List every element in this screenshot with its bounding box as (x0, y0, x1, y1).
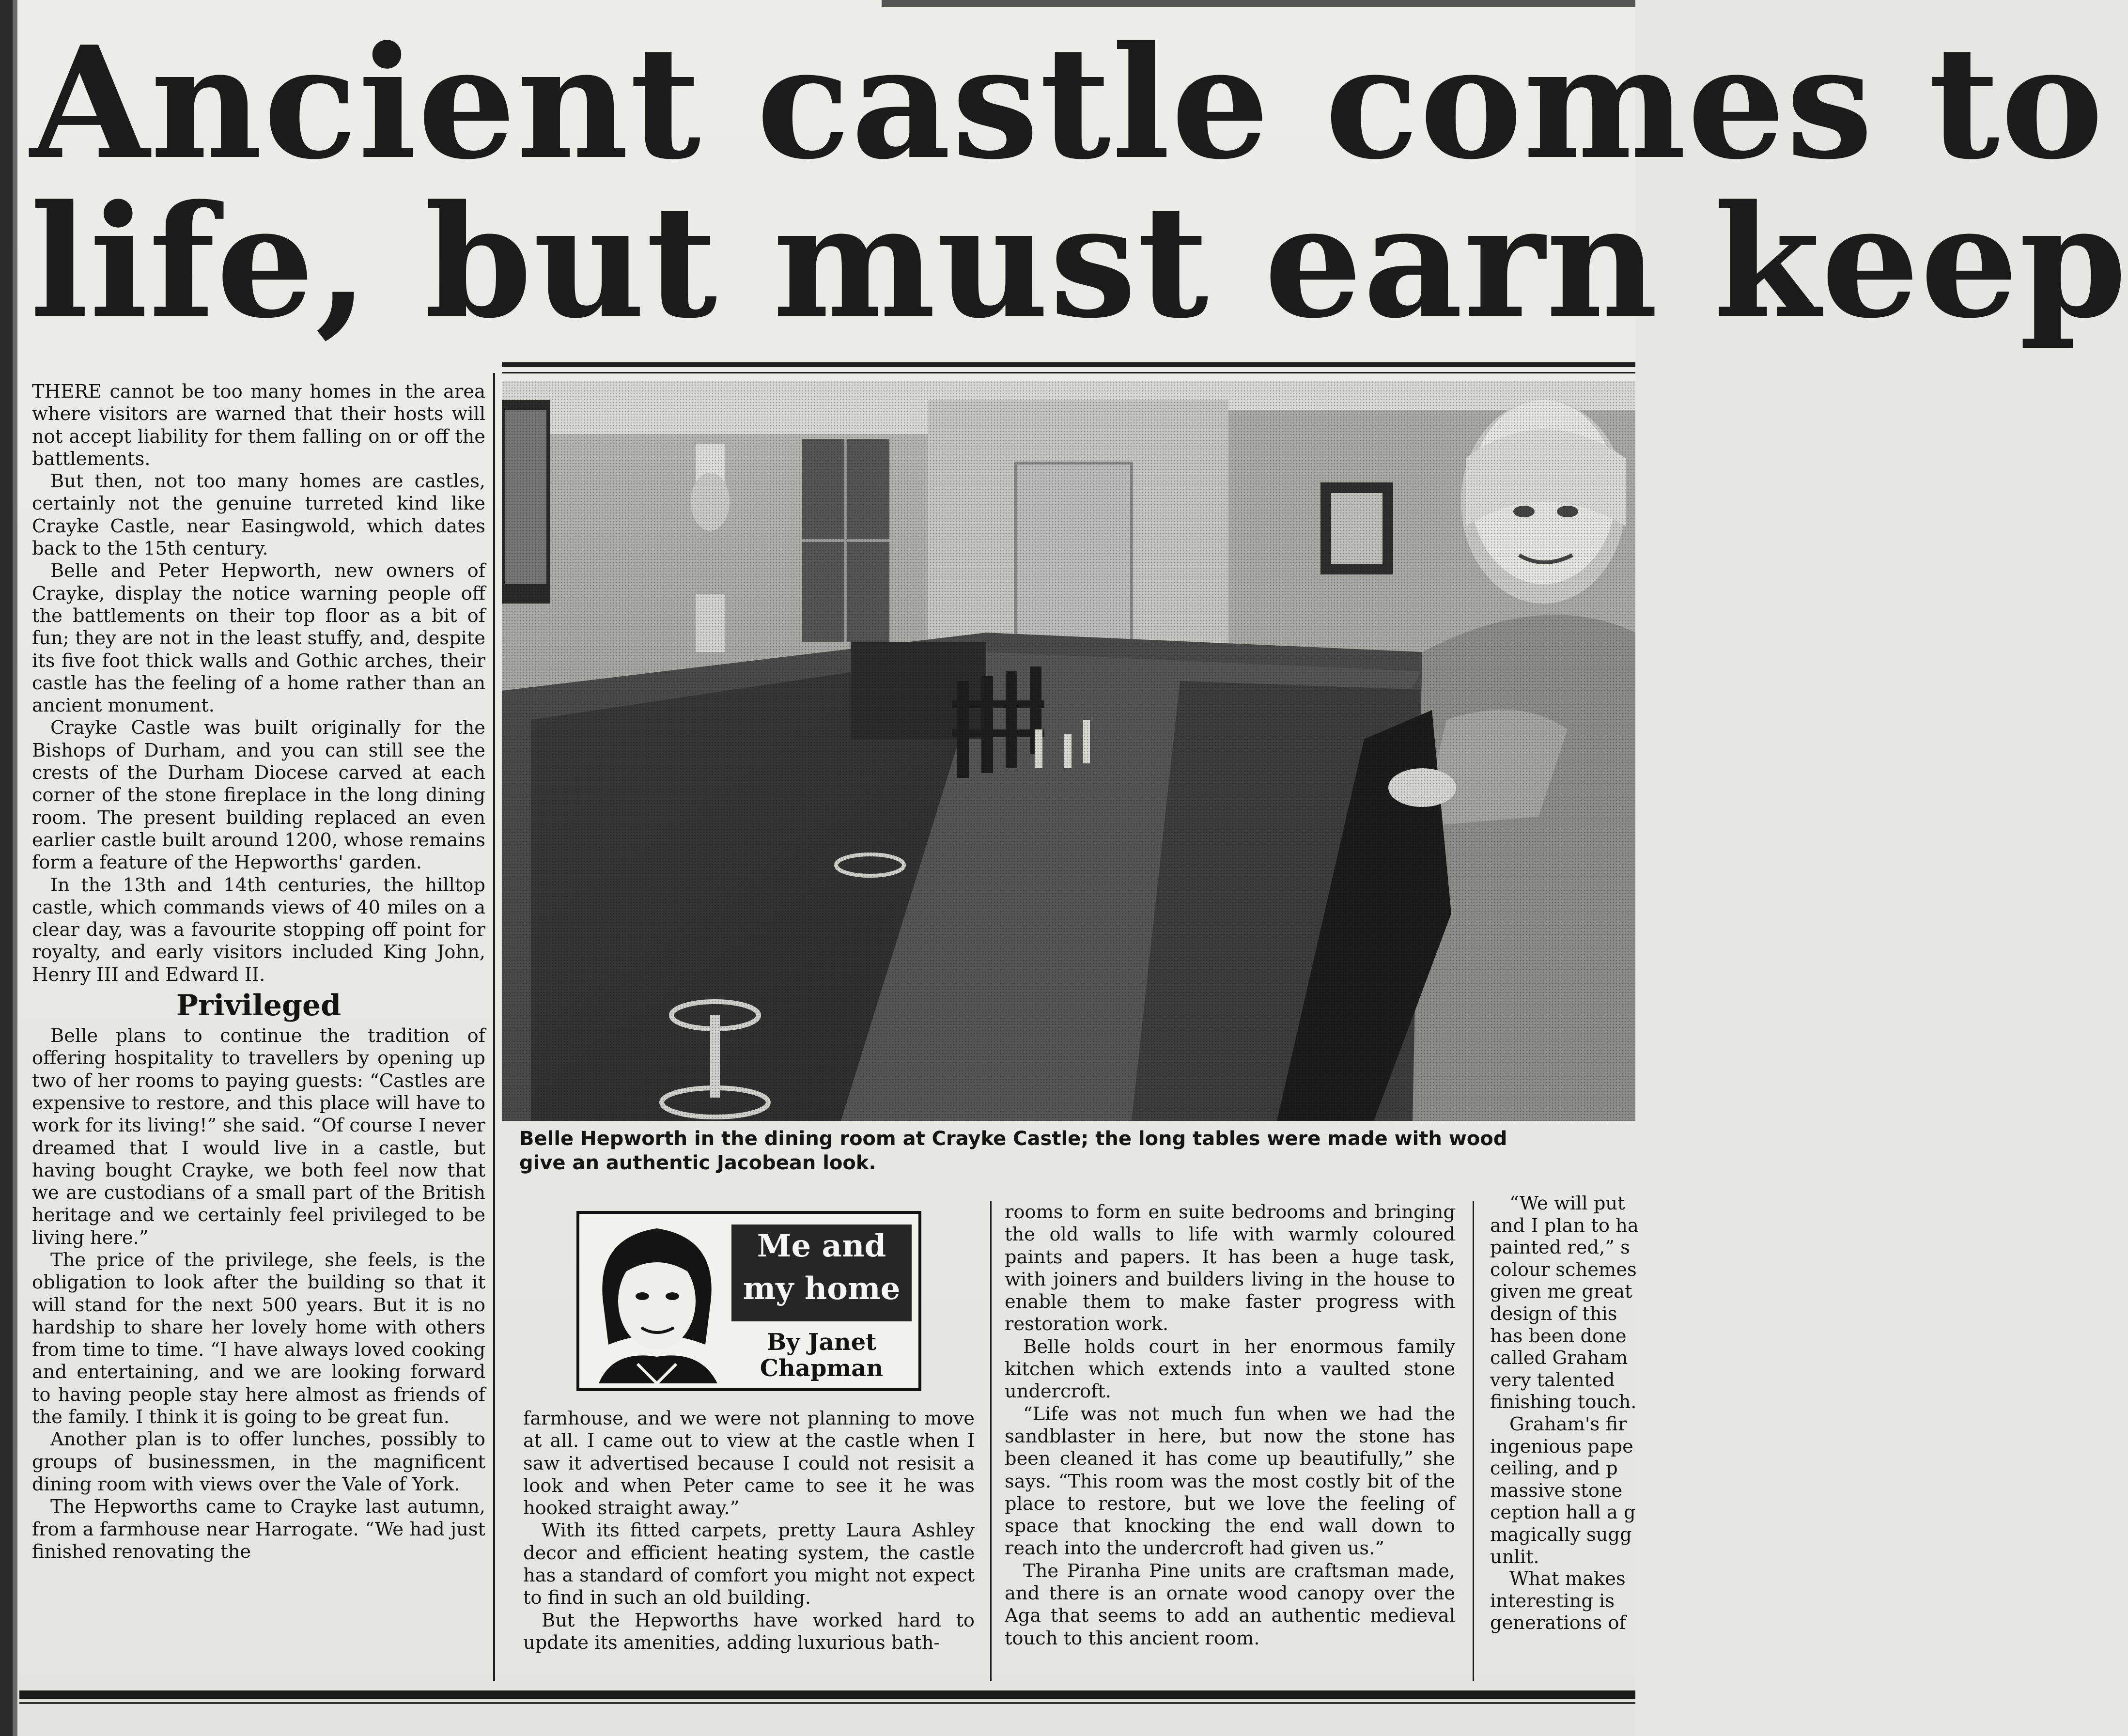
paragraph: With its fitted carpets, pretty Laura Ashley decor and efficient heating system, the castle has a standard of comfort you might not expect to find in such an old building. (523, 1519, 975, 1609)
page-edge-shadow (0, 0, 13, 1736)
line: interesting is (1490, 1590, 1615, 1612)
headline-line-2: life, but must earn keep (30, 171, 2128, 352)
paragraph: In the 13th and 14th centuries, the hilltop castle, which commands views of 40 miles on a clear day, was a favourite stopping off point for royalty, and early visitors included King John, Henry III and Edward II. (32, 874, 485, 986)
paragraph: farmhouse, and we were not planning to move at all. I came out to view at the castle when I saw it advertised because I could not resisit a look and when Peter came to see it he was hooked straight away.” (523, 1408, 975, 1519)
headline-line-1: Ancient castle comes to (30, 12, 2105, 193)
subheading-privileged: Privileged (176, 989, 342, 1023)
me-and-my-home-logo (576, 1211, 921, 1391)
paragraph: Belle plans to continue the tradition of offering hospitality to travellers by opening up two of her rooms to paying guests: “Castles are expensive to restore, and this place will have to work for its living!” she said. “Of course I never dreamed that I would live in a castle, but having bought Crayke, we both feel now that we are custodians of a small part of the British heritage and we certainly feel privileged to be living here.” (32, 1025, 485, 1249)
line: generations of (1490, 1612, 1626, 1634)
line: magically sugg (1490, 1523, 1632, 1546)
column-divider-3 (1473, 1201, 1474, 1681)
line: called Graham (1490, 1347, 1628, 1369)
line: very talented (1490, 1369, 1615, 1391)
byline-line-1: By Janet (766, 1329, 877, 1356)
paragraph: But the Hepworths have worked hard to update its amenities, adding luxurious bath- (523, 1609, 975, 1654)
line: colour schemes (1490, 1258, 1637, 1281)
paragraph: Belle holds court in her enormous family kitchen which extends into a vaulted stone undercroft. (1005, 1335, 1455, 1403)
rule-under-headline-thin (502, 372, 1635, 373)
line: What makes (1509, 1568, 1626, 1590)
author-byline (739, 1329, 904, 1381)
line: given me great (1490, 1281, 1632, 1303)
paragraph: But then, not too many homes are castles, certainly not the genuine turreted kind like Crayke Castle, near Easingwold, which dates back to the 15th century. (32, 470, 485, 560)
paragraph: Another plan is to offer lunches, possibly to groups of businessmen, in the magnificent dining room with views over the Vale of York. (32, 1428, 485, 1495)
photo-caption (519, 1127, 1633, 1175)
article-column-1 (32, 381, 485, 1563)
line: has been done (1490, 1325, 1627, 1347)
column-divider-1 (493, 373, 495, 1681)
paragraph: The Piranha Pine units are craftsman made, and there is an ornate wood canopy over the Aga that seems to add an authentic medieval touch to this ancient room. (1005, 1560, 1455, 1649)
line: “We will put (1509, 1193, 1625, 1214)
photo-caption-line-2: give an authentic Jacobean look. (519, 1152, 876, 1174)
paragraph: The price of the privilege, she feels, is the obligation to look after the building so that it will stand for the next 500 years. But it is no hardship to share her lovely home with others from time to time. “I have always loved cooking and entertaining, and we are looking forward to having people stay here almost as friends of the family. I think it is going to be great fun. (32, 1249, 485, 1428)
line: painted red,” s (1490, 1237, 1630, 1259)
dining-room-photo-art (502, 381, 1635, 1121)
author-portrait-icon (584, 1219, 730, 1383)
line: massive stone (1490, 1479, 1623, 1502)
paragraph: THERE cannot be too many homes in the area where visitors are warned that their hosts will not accept liability for them falling on or off the battlements. (32, 381, 485, 470)
line: Graham's fir (1509, 1413, 1627, 1435)
column-divider-2 (990, 1201, 992, 1681)
paragraph: Belle and Peter Hepworth, new owners of Crayke, display the notice warning people off the battlements on their top floor as a bit of fun; they are not in the least stuffy, and, despite its five foot thick walls and Gothic arches, their castle has the feeling of a home rather than an ancient monument. (32, 560, 485, 717)
paragraph: The Hepworths came to Crayke last autumn, from a farmhouse near Harrogate. “We had just finished renovating the (32, 1496, 485, 1563)
article-column-3 (1005, 1201, 1455, 1650)
line: unlit. (1490, 1546, 1539, 1568)
bottom-rule-thin (19, 1702, 1635, 1704)
logo-title-line-1: Me and (757, 1228, 886, 1264)
bottom-rule (19, 1690, 1635, 1699)
paragraph: Crayke Castle was built originally for the Bishops of Durham, and you can still see the crests of the Durham Diocese carved at each corner of the stone fireplace in the long dining room. The present building replaced an even earlier castle built around 1200, whose remains form a feature of the Hepworths' garden. (32, 717, 485, 874)
dining-room-photo (502, 381, 1635, 1121)
paragraph: “Life was not much fun when we had the sandblaster in here, but now the stone has been cleaned it has come up beautifully,” she says. “This room was the most costly bit of the place to restore, but we love the feeling of space that knocking the end wall down to reach into the undercroft had given us.” (1005, 1403, 1455, 1560)
line: ception hall a g (1490, 1502, 1636, 1524)
article-column-2 (523, 1408, 975, 1654)
photo-caption-line-1: Belle Hepworth in the dining room at Crayke Castle; the long tables were made with wood (519, 1128, 1507, 1150)
rule-under-headline (502, 362, 1635, 367)
logo-title-line-2: my home (743, 1271, 901, 1307)
paragraph: rooms to form en suite bedrooms and bringing the old walls to life with warmly coloured paints and papers. It has been a huge task, with joiners and builders living in the house to enable them to make faster progress with restoration work. (1005, 1201, 1455, 1335)
top-edge-strip (882, 0, 1635, 7)
line: finishing touch. (1490, 1391, 1637, 1413)
line: and I plan to ha (1490, 1214, 1639, 1237)
byline-line-2: Chapman (760, 1355, 884, 1382)
line: ceiling, and p (1490, 1457, 1618, 1480)
article-column-4 (1490, 1193, 1639, 1634)
page-edge-shadow-inner (13, 0, 17, 1736)
line: ingenious pape (1490, 1435, 1633, 1457)
line: design of this (1490, 1302, 1617, 1325)
logo-title-panel (731, 1224, 912, 1321)
